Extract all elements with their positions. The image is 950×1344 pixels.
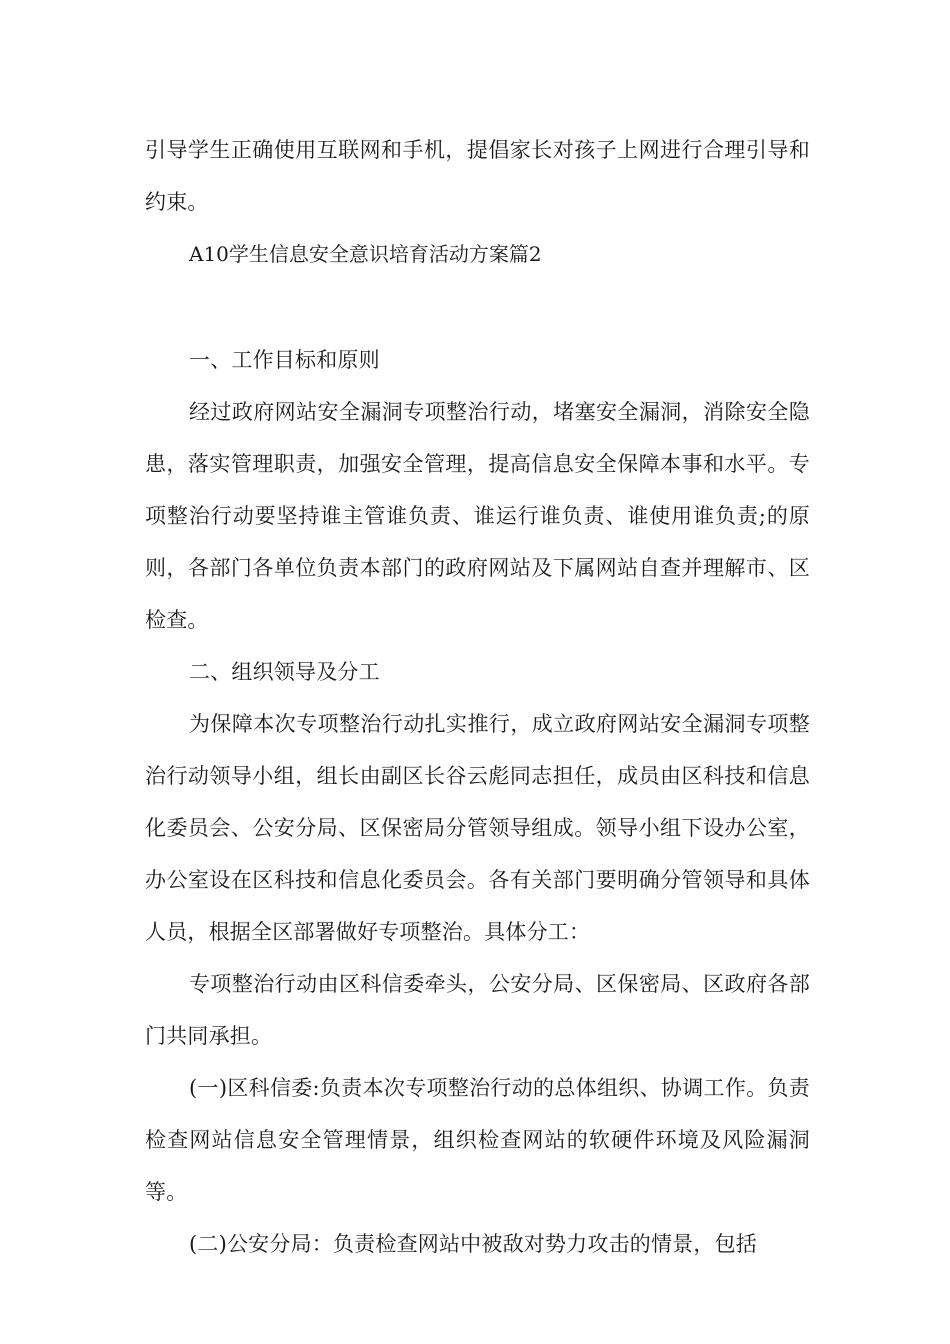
paragraph-item-2: (二)公安分局：负责检查网站中被敌对势力攻击的情景，包括 <box>189 1232 757 1256</box>
continuation-paragraph: 引导学生正确使用互联网和手机，提倡家长对孩子上网进行合理引导和约束。 <box>145 138 810 214</box>
document-body <box>145 124 810 1270</box>
section-spacer <box>145 280 810 334</box>
paragraph-item-1: (一)区科信委:负责本次专项整治行动的总体组织、协调工作。负责检查网站信息安全管理情景，组织检查网站的软硬件环境及风险漏洞等。 <box>145 1076 810 1204</box>
section-title: A10学生信息安全意识培育活动方案篇2 <box>189 242 542 266</box>
paragraph-lead-unit: 专项整治行动由区科信委牵头，公安分局、区保密局、区政府各部门共同承担。 <box>145 972 810 1048</box>
heading-organization: 二、组织领导及分工 <box>189 660 380 684</box>
paragraph-organization: 为保障本次专项整治行动扎实推行，成立政府网站安全漏洞专项整治行动领导小组，组长由副区长谷云彪同志担任，成员由区科技和信息化委员会、公安分局、区保密局分管领导组成。领导小组下设办公室，办公室设在区科技和信息化委员会。各有关部门要明确分管领导和具体人员，根据全区部署做好专项整治。具体分工： <box>145 712 810 944</box>
paragraph-goals: 经过政府网站安全漏洞专项整治行动，堵塞安全漏洞，消除安全隐患，落实管理职责，加强安全管理，提高信息安全保障本事和水平。专项整治行动要坚持谁主管谁负责、谁运行谁负责、谁使用谁负责;的原则，各部门各单位负责本部门的政府网站及下属网站自查并理解市、区检查。 <box>145 400 810 632</box>
heading-goals-principles: 一、工作目标和原则 <box>189 348 380 372</box>
